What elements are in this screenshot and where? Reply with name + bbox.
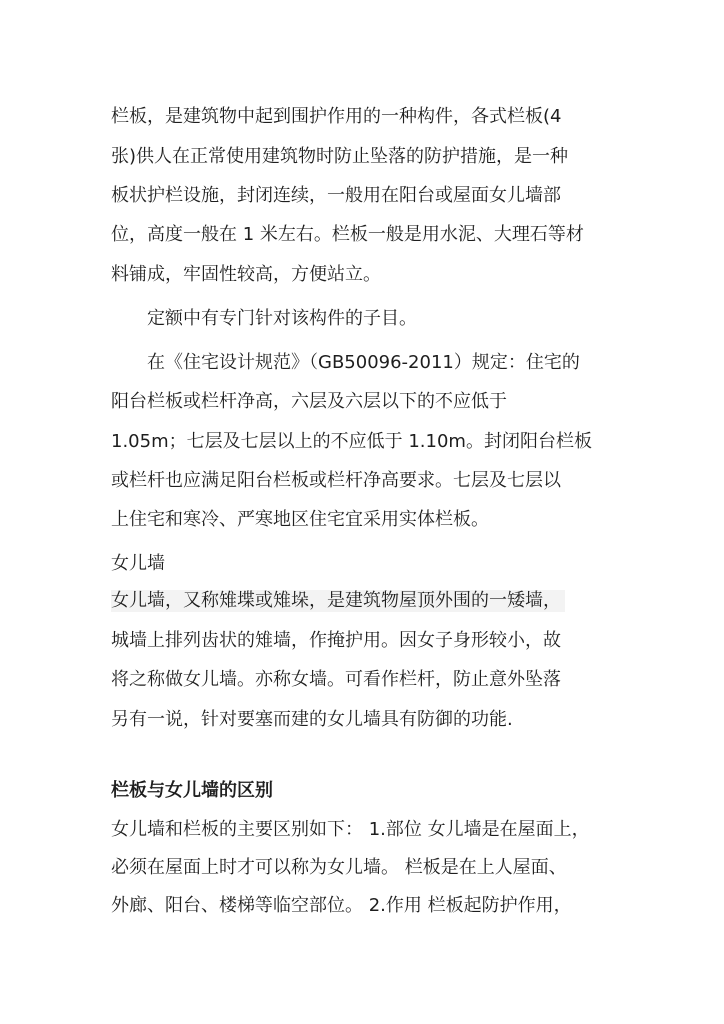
paragraph-1-line-4: 位，高度一般在 1 米左右。栏板一般是用水泥、大理石等材 bbox=[111, 224, 584, 245]
paragraph-1-line-3: 板状护栏设施，封闭连续，一般用在阳台或屋面女儿墙部 bbox=[111, 185, 561, 206]
paragraph-4-line-2: 城墙上排列齿状的雉墙，作掩护用。因女子身形较小，故 bbox=[111, 630, 561, 651]
paragraph-1-line-1: 栏板，是建筑物中起到围护作用的一种构件，各式栏板(4 bbox=[111, 106, 562, 127]
paragraph-5-line-2: 必须在屋面上时才可以称为女儿墙。 栏板是在上人屋面、 bbox=[111, 857, 567, 878]
paragraph-3-line-5: 上住宅和寒冷、严寒地区住宅宜采用实体栏板。 bbox=[111, 509, 489, 530]
paragraph-5-line-1: 女儿墙和栏板的主要区别如下： 1.部位 女儿墙是在屋面上， bbox=[111, 819, 590, 840]
paragraph-4-line-4: 另有一说，针对要塞而建的女儿墙具有防御的功能. bbox=[111, 709, 513, 730]
paragraph-2: 定额中有专门针对该构件的子目。 bbox=[147, 308, 417, 329]
paragraph-4-line-1: 女儿墙，又称雉堞或雉垛，是建筑物屋顶外围的一矮墙， bbox=[111, 590, 565, 612]
paragraph-3-line-4: 或栏杆也应满足阳台栏板或栏杆净高要求。七层及七层以 bbox=[111, 470, 561, 491]
paragraph-3-line-2: 阳台栏板或栏杆净高，六层及六层以下的不应低于 bbox=[111, 391, 507, 412]
paragraph-4-line-3: 将之称做女儿墙。亦称女墙。可看作栏杆，防止意外坠落 bbox=[111, 669, 561, 690]
paragraph-1-line-2: 张)供人在正常使用建筑物时防止坠落的防护措施，是一种 bbox=[111, 146, 569, 167]
paragraph-3-line-3: 1.05m；七层及七层以上的不应低于 1.10m。封闭阳台栏板 bbox=[111, 431, 592, 452]
paragraph-3-line-1: 在《住宅设计规范》（GB50096-2011）规定：住宅的 bbox=[147, 352, 580, 373]
paragraph-1-line-5: 料铺成，牢固性较高，方便站立。 bbox=[111, 264, 381, 285]
section-heading-nuerqiang: 女儿墙 bbox=[111, 553, 165, 574]
paragraph-5-line-3: 外廊、阳台、楼梯等临空部位。 2.作用 栏板起防护作用， bbox=[111, 895, 572, 916]
section-heading-difference: 栏板与女儿墙的区别 bbox=[111, 780, 273, 801]
